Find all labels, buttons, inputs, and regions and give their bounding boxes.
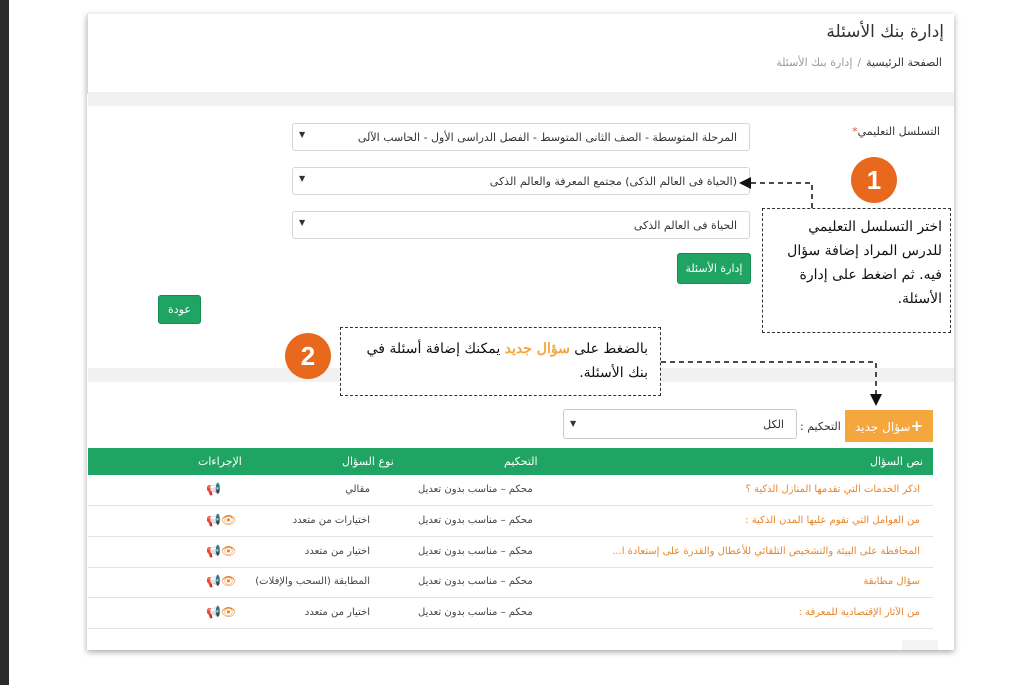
eye-megaphone-icons[interactable]: 👁📢 — [206, 544, 237, 558]
eye-megaphone-icons[interactable]: 👁📢 — [206, 513, 237, 527]
caret-down-icon: ▼ — [299, 130, 306, 139]
col-header-type: نوع السؤال — [342, 455, 394, 468]
step-1-badge: 1 — [851, 157, 897, 203]
step-2-callout: بالضغط على سؤال جديد يمكنك إضافة أسئلة في بنك الأسئلة. — [340, 327, 661, 396]
back-button[interactable]: عودة — [158, 295, 201, 324]
new-question-button[interactable]: +سؤال جديد — [845, 410, 933, 442]
question-text[interactable]: من الآثار الإقتصادية للمعرفة : — [798, 607, 920, 618]
question-type: اختيارات من متعدد — [292, 515, 370, 526]
eye-megaphone-icons[interactable]: 👁📢 — [206, 605, 237, 619]
question-text[interactable]: سؤال مطابقة — [863, 576, 920, 587]
question-control: محكم – مناسب بدون تعديل — [418, 484, 533, 495]
manage-questions-button[interactable]: إدارة الأسئلة — [677, 253, 751, 284]
question-text[interactable]: المحافظة على البيئة والتشخيص التلقائي للأعطال والقدرة على إستعادة ا... — [612, 546, 920, 557]
eye-megaphone-icons[interactable]: 👁📢 — [206, 574, 237, 588]
table-row — [88, 475, 933, 506]
sequence-label: التسلسل التعليمي* — [852, 125, 940, 138]
megaphone-icon[interactable]: 📢 — [206, 482, 221, 496]
question-type: مقالي — [345, 484, 370, 495]
question-type: اختيار من متعدد — [304, 546, 370, 557]
required-mark: * — [852, 125, 858, 138]
caret-down-icon: ▼ — [299, 174, 306, 183]
table-row — [88, 537, 933, 568]
arrow-to-select-2 — [742, 183, 812, 208]
sequence-select-1[interactable]: المرحلة المتوسطة - الصف الثانى المتوسط - الفصل الدراسى الأول - الحاسب الآلى ▼ — [292, 123, 750, 151]
question-control: محكم – مناسب بدون تعديل — [418, 546, 533, 557]
question-control: محكم – مناسب بدون تعديل — [418, 607, 533, 618]
step-2-badge: 2 — [285, 333, 331, 379]
sequence-select-2[interactable]: (الحياة فى العالم الذكى) مجتمع المعرفة والعالم الذكى ▼ — [292, 167, 750, 195]
table-header — [88, 448, 933, 475]
breadcrumb-current: إدارة بنك الأسئلة — [776, 56, 853, 69]
table-row — [88, 598, 933, 629]
col-header-text: نص السؤال — [870, 455, 923, 468]
question-text[interactable]: من العوامل التي تقوم عليها المدن الذكية : — [745, 515, 920, 526]
question-control: محكم – مناسب بدون تعديل — [418, 515, 533, 526]
col-header-control: التحكيم — [504, 455, 538, 468]
col-header-actions: الإجراءات — [198, 455, 242, 468]
breadcrumb-separator: / — [857, 56, 862, 69]
caret-down-icon: ▼ — [570, 419, 577, 428]
plus-icon: + — [910, 417, 924, 435]
sequence-select-3[interactable]: الحياة فى العالم الذكى ▼ — [292, 211, 750, 239]
page-title: إدارة بنك الأسئلة — [826, 22, 944, 42]
question-control: محكم – مناسب بدون تعديل — [418, 576, 533, 587]
step-1-callout: اختر التسلسل التعليمي للدرس المراد إضافة سؤال فيه. ثم اضغط على إدارة الأسئلة. — [762, 208, 951, 333]
pagination-stub — [902, 640, 938, 650]
table-row — [88, 567, 933, 598]
arrow-to-new-question — [661, 362, 876, 403]
caret-down-icon: ▼ — [299, 218, 306, 227]
question-text[interactable]: اذكر الخدمات التي تقدمها المنازل الذكية ؟ — [745, 484, 920, 495]
question-type: المطابقة (السحب والإفلات) — [255, 576, 370, 587]
breadcrumb-home[interactable]: الصفحة الرئيسية — [866, 56, 942, 69]
table-row — [88, 506, 933, 537]
control-filter-select[interactable]: الكل ▼ — [563, 409, 797, 439]
filter-label: التحكيم : — [800, 420, 841, 433]
question-type: اختيار من متعدد — [304, 607, 370, 618]
